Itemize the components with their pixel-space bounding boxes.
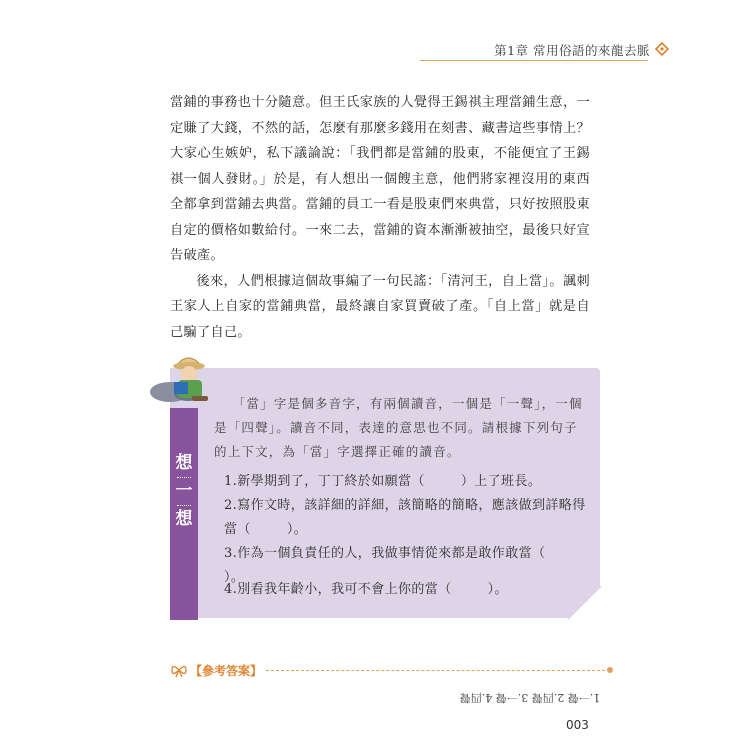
think-instructions: 「當」字是個多音字，有兩個讀音，一個是「一聲」，一個是「四聲」。讀音不同，表達的意思也不同。請根據下列句子的上下文，為「當」字選擇正確的讀音。: [214, 396, 583, 459]
question-item: [224, 578, 594, 602]
answer-divider: [266, 670, 610, 671]
chapter-title: 第1章 常用俗語的來龍去脈: [494, 43, 650, 58]
question-text: 4.別看我年齡小，我可不會上你的當（: [224, 582, 452, 597]
band-char: 一: [175, 481, 193, 501]
paragraph: 當鋪的事務也十分隨意。但王氏家族的人覺得王錫祺主理當鋪生意，一定賺了大錢，不然的話，怎麼有那麼多錢用在刻書、藏書這些事情上？大家心生嫉妒，私下議論說：「我們都是當鋪的股東，不能便宜了王錫祺一個人發財。」於是，有人想出一個餿主意，他們將家裡沒用的東西全都拿到當鋪去典當。當鋪的員工一看是股東們來典當，只好按照股東自定的價格如數給付。一來二去，當鋪的資本漸漸被抽空，最後只好宣告破產。: [170, 95, 590, 263]
header-rule: [420, 60, 648, 61]
paragraph: 後來，人們根據這個故事編了一句民謠：「清河王，自上當」。諷刺王家人上自家的當鋪典當，最終讓自家買賣破了產。「自上當」就是自己騙了自己。: [170, 273, 590, 340]
question-item: [224, 470, 594, 494]
divider-end-dot: [607, 667, 613, 673]
story-text: [170, 90, 590, 345]
question-text: ）。: [286, 522, 308, 537]
answer-label: 【參考答案】: [190, 664, 263, 678]
question-text: ）上了班長。: [460, 474, 542, 489]
bow-icon: [170, 662, 188, 678]
question-text: 1.新學期到了，丁丁終於如願當（: [224, 474, 425, 489]
header-ornament-icon: [654, 41, 670, 57]
band-char: 想: [175, 509, 193, 529]
running-header: [430, 38, 670, 60]
question-text: ）。: [224, 570, 245, 585]
question-text: 3.作為一個負責任的人，我做事情從來都是敢作敢當（: [224, 546, 546, 561]
question-item: [224, 494, 594, 542]
band-char: 想: [175, 453, 193, 473]
page-number: 003: [566, 718, 589, 732]
question-text: 2.寫作文時，該詳細的詳細，該簡略的簡略，應該做到詳略得當（: [224, 498, 586, 537]
upside-down-answers: 1.一聲 2.四聲 3.一聲 4.四聲: [459, 691, 601, 704]
think-label-band: [170, 408, 198, 620]
question-text: ）。: [487, 582, 508, 597]
answer-header: [170, 660, 610, 680]
